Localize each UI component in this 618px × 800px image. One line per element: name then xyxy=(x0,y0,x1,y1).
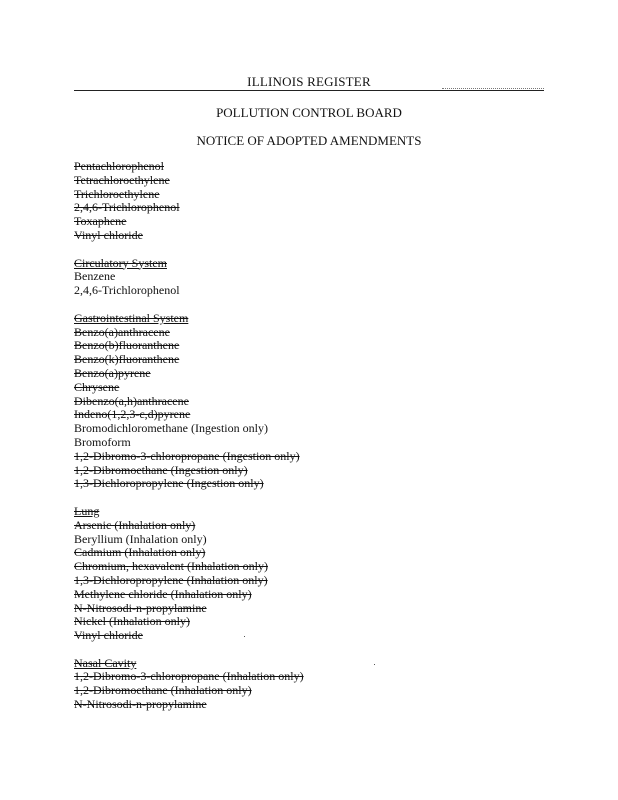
section-spacer xyxy=(74,643,544,657)
list-item: Benzo(a)pyrene xyxy=(74,365,151,380)
list-item: Arsenic (Inhalation only) xyxy=(74,517,196,532)
list-item: Beryllium (Inhalation only) xyxy=(74,531,207,546)
list-item: 2,4,6-Trichlorophenol xyxy=(74,200,180,215)
section-heading: Gastrointestinal System xyxy=(74,310,189,325)
list-item: Benzo(a)anthracene xyxy=(74,324,170,339)
list-item: 1,2-Dibromoethane (Ingestion only) xyxy=(74,462,248,477)
scan-speck xyxy=(244,636,245,637)
scan-speck xyxy=(374,664,375,665)
list-item: Benzene xyxy=(74,269,116,284)
list-item: 1,2-Dibromoethane (Inhalation only) xyxy=(74,683,252,698)
list-item: Vinyl chloride xyxy=(74,628,143,643)
list-item: Toxaphene xyxy=(74,214,127,229)
list-item: Benzo(b)fluoranthene xyxy=(74,338,180,353)
list-item: 1,3-Dichloropropylene (Ingestion only) xyxy=(74,476,264,491)
list-item: Indeno(1,2,3-c,d)pyrene xyxy=(74,407,191,422)
list-item: Nickel (Inhalation only) xyxy=(74,614,190,629)
header-dotted-rule xyxy=(442,88,544,89)
list-item: Bromodichloromethane (Ingestion only) xyxy=(74,421,268,436)
section-spacer xyxy=(74,243,544,257)
section-spacer xyxy=(74,298,544,312)
section-heading: Lung xyxy=(74,503,100,518)
list-item: Chrysene xyxy=(74,379,120,394)
section-spacer xyxy=(74,491,544,505)
board-name: POLLUTION CONTROL BOARD xyxy=(216,105,402,120)
amendment-list xyxy=(74,160,544,712)
list-item: Bromoform xyxy=(74,434,131,449)
list-item: Benzo(k)fluoranthene xyxy=(74,352,180,367)
list-item: 1,2-Dibromo-3-chloropropane (Ingestion only) xyxy=(74,448,300,463)
register-title: ILLINOIS REGISTER xyxy=(247,74,371,89)
list-item: Trichloroethylene xyxy=(74,186,160,201)
list-item: 2,4,6-Trichlorophenol xyxy=(74,283,180,298)
list-item: Dibenzo(a,h)anthracene xyxy=(74,393,189,408)
section-heading: Circulatory System xyxy=(74,255,167,270)
list-item: N-Nitrosodi-n-propylamine xyxy=(74,697,207,712)
list-item: Vinyl chloride xyxy=(74,227,143,242)
notice-title: NOTICE OF ADOPTED AMENDMENTS xyxy=(196,133,422,148)
list-item: Pentachlorophenol xyxy=(74,159,164,173)
list-item: Tetrachloroethylene xyxy=(74,172,170,187)
list-item: Chromium, hexavalent (Inhalation only) xyxy=(74,559,268,574)
list-item: 1,2-Dibromo-3-chloropropane (Inhalation only) xyxy=(74,669,304,684)
list-item: N-Nitrosodi-n-propylamine xyxy=(74,600,207,615)
list-item: Cadmium (Inhalation only) xyxy=(74,545,206,560)
header-rule xyxy=(74,90,544,91)
section-heading: Nasal Cavity xyxy=(74,655,137,670)
list-item: Methylene chloride (Inhalation only) xyxy=(74,586,252,601)
list-item: 1,3-Dichloropropylene (Inhalation only) xyxy=(74,572,268,587)
